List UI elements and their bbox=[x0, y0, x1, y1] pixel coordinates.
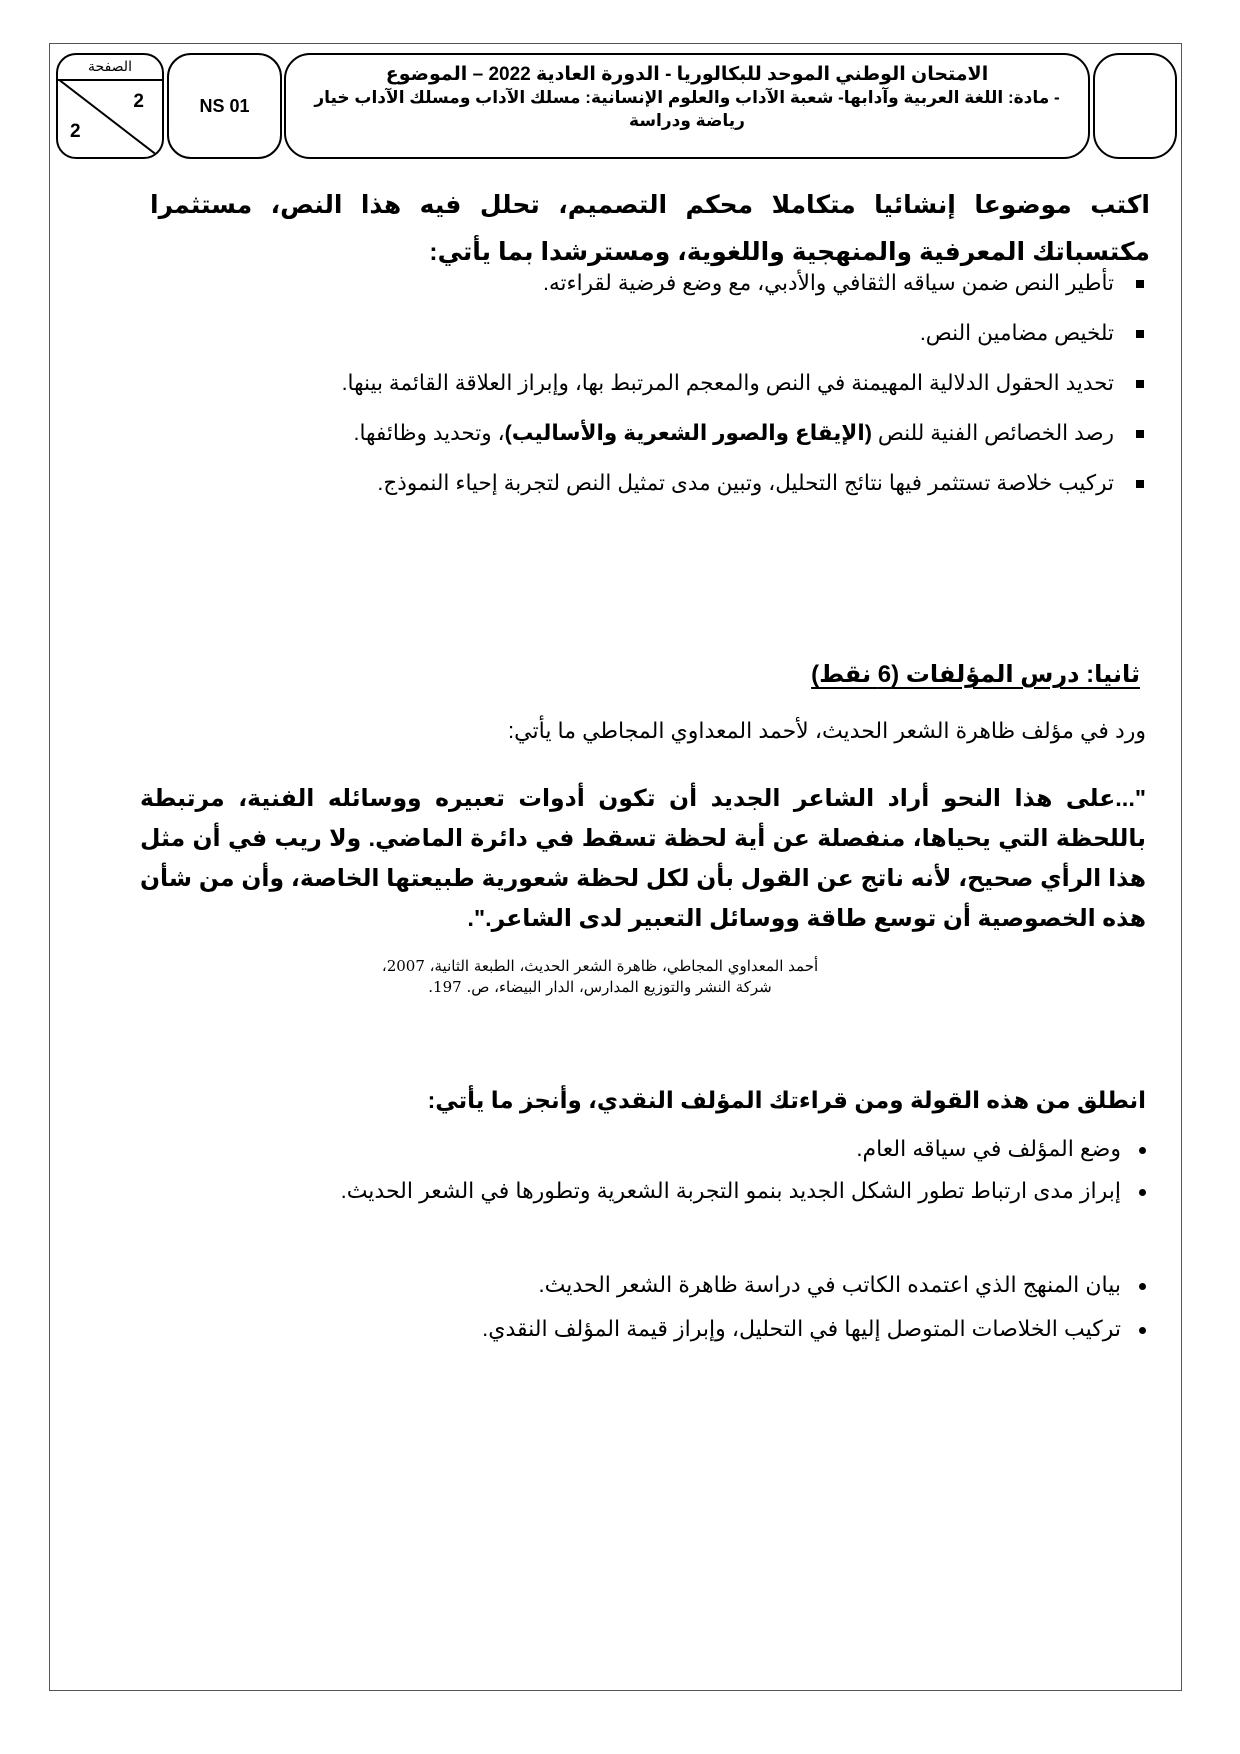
citation-line: شركة النشر والتوزيع المدارس، الدار البيضاء، ص. 197. bbox=[428, 978, 772, 996]
exam-title-box bbox=[284, 53, 1090, 159]
round-bullet-icon bbox=[1139, 1189, 1146, 1196]
quote-block: "...على هذا النحو أراد الشاعر الجديد أن تكون أدوات تعبيره ووسائله الفنية، مرتبطة باللحظة التي يحياها، منفصلة عن أية لحظة تسقط في دائرة الماضي. ولا ريب في أن مثل هذا الرأي صحيح، لأنه ناتج عن القول بأن لكل لحظة شعورية طبيعتها الخاصة، وأن من شأن هذه الخصوصية أن توسع طاقة ووسائل التعبير لدى الشاعر.". bbox=[140, 785, 1146, 931]
page-divider-line bbox=[58, 79, 164, 159]
exam-title-line1: الامتحان الوطني الموحد للبكالوريا - الدورة العادية 2022 – الموضوع bbox=[385, 64, 989, 85]
lead-text: ورد في مؤلف ظاهرة الشعر الحديث، لأحمد المعداوي المجاطي ما يأتي: bbox=[508, 718, 1146, 743]
citation-line: أحمد المعداوي المجاطي، ظاهرة الشعر الحديث، الطبعة الثانية، 2007، bbox=[381, 957, 819, 975]
round-bullet-icon bbox=[1139, 1283, 1146, 1290]
page-number-box bbox=[56, 53, 164, 159]
square-bullet-icon bbox=[1136, 430, 1144, 438]
intro-paragraph: اكتب موضوعا إنشائيا متكاملا محكم التصميم، تحلل فيه هذا النص، مستثمرا مكتسباتك المعرفية والمنهجية واللغوية، ومسترشدا بما يأتي: bbox=[150, 191, 1150, 266]
task-item: تركيب خلاصة تستثمر فيها نتائج التحليل، وتبين مدى تمثيل النص لتجربة إحياء النموذج. bbox=[377, 468, 1144, 498]
square-bullet-icon bbox=[1136, 380, 1144, 388]
square-bullet-icon bbox=[1136, 480, 1144, 488]
citation bbox=[300, 956, 900, 998]
square-bullet-icon bbox=[1136, 280, 1144, 288]
round-bullet-icon bbox=[1139, 1327, 1146, 1334]
section-title: ثانيا: درس المؤلفات (6 نقط) bbox=[811, 661, 1140, 688]
round-bullet-icon bbox=[1139, 1147, 1146, 1154]
blank-box bbox=[1093, 53, 1177, 159]
page-label: الصفحة bbox=[58, 55, 162, 81]
question-item: بيان المنهج الذي اعتمده الكاتب في دراسة ظاهرة الشعر الحديث. bbox=[539, 1266, 1146, 1304]
page-current: 2 bbox=[133, 91, 144, 112]
question-item: إبراز مدى ارتباط تطور الشكل الجديد بنمو التجربة الشعرية وتطورها في الشعر الحديث. bbox=[150, 1172, 1146, 1210]
instruction: انطلق من هذه القولة ومن قراءتك المؤلف النقدي، وأنجز ما يأتي: bbox=[427, 1087, 1146, 1113]
exam-code: NS 01 bbox=[167, 53, 282, 159]
task-item: تلخيص مضامين النص. bbox=[920, 318, 1144, 348]
question-item: تركيب الخلاصات المتوصل إليها في التحليل، وإبراز قيمة المؤلف النقدي. bbox=[482, 1310, 1146, 1348]
square-bullet-icon bbox=[1136, 330, 1144, 338]
task-item: تأطير النص ضمن سياقه الثقافي والأدبي، مع وضع فرضية لقراءته. bbox=[543, 268, 1144, 298]
task-item: تحديد الحقول الدلالية المهيمنة في النص والمعجم المرتبط بها، وإبراز العلاقة القائمة بينها. bbox=[342, 368, 1144, 398]
question-item: وضع المؤلف في سياقه العام. bbox=[856, 1130, 1146, 1168]
exam-title-line3: رياضة ودراسة bbox=[629, 111, 745, 130]
page-total: 2 bbox=[70, 121, 81, 142]
exam-title-line2: - مادة: اللغة العربية وآدابها- شعبة الآداب والعلوم الإنسانية: مسلك الآداب ومسلك الآداب خيار bbox=[314, 88, 1060, 107]
task-item: رصد الخصائص الفنية للنص (الإيقاع والصور الشعرية والأساليب)، وتحديد وظائفها. bbox=[354, 418, 1144, 448]
